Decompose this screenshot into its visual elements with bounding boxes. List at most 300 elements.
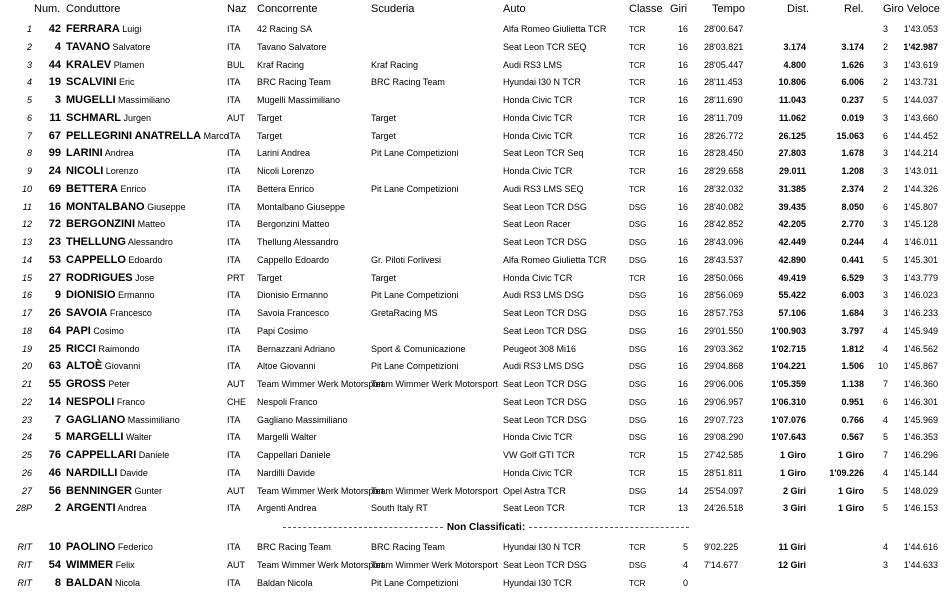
team-cell: Pit Lane Competizioni <box>371 290 459 301</box>
position-cell: 22 <box>21 396 32 407</box>
best-lap-number-cell: 2 <box>882 41 888 52</box>
driver-name-cell <box>66 110 222 127</box>
best-lap-number-cell: 6 <box>882 130 888 141</box>
relative-gap-cell: 1.678 <box>841 148 864 159</box>
car-cell: Seat Leon TCR DSG <box>503 237 587 247</box>
nationality-cell: ITA <box>227 166 241 176</box>
car-number-cell: 7 <box>54 413 61 426</box>
relative-gap-cell: 3.797 <box>841 325 864 336</box>
driver-last-name: WIMMER <box>66 559 114 571</box>
driver-name-cell <box>66 575 222 592</box>
header-class: Classe <box>629 3 663 15</box>
driver-first-name: Andrea <box>117 503 147 514</box>
class-cell: DSG <box>629 433 647 443</box>
gap-cell: 42.890 <box>778 254 806 265</box>
car-number-cell: 72 <box>48 218 61 231</box>
driver-name-cell <box>66 92 222 109</box>
class-cell: TCR <box>629 579 646 588</box>
team-cell: Gr. Piloti Forlivesi <box>371 254 442 265</box>
gap-cell: 2 Giri <box>782 485 806 496</box>
time-cell: 28'29.658 <box>704 166 744 176</box>
entrant-cell: Nardilli Davide <box>257 467 316 478</box>
laps-cell: 16 <box>677 41 688 52</box>
laps-cell: 16 <box>677 414 688 425</box>
position-cell: 12 <box>21 219 32 230</box>
driver-last-name: PELLEGRINI ANATRELLA <box>66 129 202 142</box>
nationality-cell: AUT <box>227 485 245 496</box>
class-cell: TCR <box>629 273 646 283</box>
team-cell: BRC Racing Team <box>371 542 445 552</box>
best-lap-time-cell: 1'48.029 <box>903 485 938 496</box>
laps-cell: 16 <box>677 308 688 318</box>
best-lap-number-cell: 5 <box>882 485 888 496</box>
car-cell: Seat Leon TCR DSG <box>503 379 587 389</box>
entrant-cell: Cappello Edoardo <box>257 254 330 265</box>
laps-cell: 16 <box>677 95 688 105</box>
car-number-cell: 5 <box>54 431 61 444</box>
driver-name-cell <box>66 74 222 91</box>
time-cell: 28'50.066 <box>704 272 744 283</box>
divider-label: Non Classificati: <box>446 522 526 533</box>
driver-last-name: RICCI <box>66 342 96 355</box>
driver-last-name: BENNINGER <box>66 484 133 497</box>
relative-gap-cell: 2.374 <box>841 183 864 194</box>
position-cell: 27 <box>21 485 32 496</box>
class-cell: TCR <box>629 468 646 478</box>
driver-last-name: NESPOLI <box>66 395 115 408</box>
driver-last-name: MARGELLI <box>66 431 124 444</box>
best-lap-time-cell: 1'46.301 <box>903 396 938 407</box>
entrant-cell: Target <box>257 130 283 141</box>
relative-gap-cell: 1 Giro <box>837 485 864 496</box>
driver-name-cell <box>66 483 222 500</box>
relative-gap-cell: 6.003 <box>841 290 864 301</box>
header-entrant: Concorrente <box>257 3 318 15</box>
relative-gap-cell: 0.019 <box>841 112 864 123</box>
gap-cell: 29.011 <box>778 166 806 176</box>
car-cell: Honda Civic TCR <box>503 272 573 283</box>
team-cell: Target <box>371 272 397 283</box>
driver-last-name: CAPPELLO <box>66 253 126 266</box>
table-row <box>0 110 951 127</box>
driver-last-name: ARGENTI <box>66 502 116 515</box>
gap-cell: 39.435 <box>778 201 806 212</box>
gap-cell: 12 Giri <box>777 560 806 570</box>
best-lap-time-cell: 1'45.301 <box>903 254 938 265</box>
best-lap-time-cell: 1'44.326 <box>903 183 938 194</box>
time-cell: 28'05.447 <box>704 59 744 70</box>
car-number-cell: 3 <box>54 94 61 106</box>
header-num: Num. <box>34 3 61 15</box>
class-cell: DSG <box>629 291 647 301</box>
best-lap-number-cell: 6 <box>882 201 888 212</box>
car-number-cell: 25 <box>48 342 61 355</box>
entrant-cell: Baldan Nicola <box>257 578 313 588</box>
header-time: Tempo <box>712 3 746 15</box>
nationality-cell: ITA <box>227 290 241 301</box>
table-row <box>0 447 951 464</box>
driver-name-cell <box>66 163 222 180</box>
driver-name-cell <box>66 305 222 322</box>
time-cell: 29'08.290 <box>704 432 744 443</box>
nationality-cell: ITA <box>227 361 241 372</box>
team-cell: Pit Lane Competizioni <box>371 183 459 194</box>
driver-first-name: Peter <box>108 379 130 389</box>
driver-name-cell <box>66 500 222 517</box>
position-cell: 11 <box>22 201 32 212</box>
driver-first-name: Luigi <box>122 24 142 34</box>
best-lap-number-cell: 3 <box>882 148 888 159</box>
entrant-cell: Mugelli Massimiliano <box>257 95 341 105</box>
nationality-cell: ITA <box>227 542 241 552</box>
relative-gap-cell: 1.138 <box>841 379 864 389</box>
best-lap-number-cell: 3 <box>882 59 888 70</box>
position-cell: 4 <box>26 77 32 88</box>
best-lap-time-cell: 1'46.011 <box>904 237 938 247</box>
best-lap-time-cell: 1'46.023 <box>903 290 938 301</box>
gap-cell: 11.043 <box>778 95 806 105</box>
team-cell: Pit Lane Competizioni <box>371 361 459 372</box>
relative-gap-cell: 0.766 <box>841 414 864 425</box>
laps-cell: 15 <box>677 450 688 460</box>
time-cell: 29'03.362 <box>704 343 744 354</box>
nationality-cell: ITA <box>227 467 241 478</box>
entrant-cell: Cappellari Daniele <box>257 450 331 460</box>
laps-cell: 16 <box>677 290 688 301</box>
relative-gap-cell: 1.812 <box>841 343 864 354</box>
relative-gap-cell: 6.006 <box>841 77 864 88</box>
nationality-cell: ITA <box>227 41 241 52</box>
car-number-cell: 19 <box>48 76 61 89</box>
nationality-cell: ITA <box>227 432 241 443</box>
position-cell: 17 <box>21 308 32 318</box>
best-lap-time-cell: 1'45.128 <box>903 219 938 230</box>
driver-first-name: Walter <box>125 432 152 443</box>
table-row <box>0 483 951 500</box>
time-cell: 28'11.453 <box>704 77 743 88</box>
position-cell: 10 <box>21 183 32 194</box>
driver-first-name: Gunter <box>134 485 163 496</box>
table-row <box>0 74 951 91</box>
gap-cell: 1'06.310 <box>771 396 806 407</box>
nationality-cell: CHE <box>227 396 247 407</box>
laps-cell: 4 <box>682 560 688 570</box>
car-number-cell: 14 <box>48 395 61 408</box>
entrant-cell: Margelli Walter <box>257 432 317 443</box>
entrant-cell: 42 Racing SA <box>257 24 313 34</box>
car-cell: Hyundai I30 TCR <box>503 578 572 588</box>
team-cell: Team Wimmer Werk Motorsport <box>371 379 498 389</box>
position-cell: 25 <box>21 450 32 460</box>
class-cell: DSG <box>629 561 647 570</box>
table-row <box>0 557 951 574</box>
class-cell: TCR <box>629 184 646 194</box>
time-cell: 28'11.709 <box>704 112 743 123</box>
entrant-cell: Montalbano Giuseppe <box>257 201 346 212</box>
gap-cell: 1 Giro <box>779 450 806 460</box>
position-cell: 26 <box>21 467 32 478</box>
car-cell: Seat Leon TCR SEQ <box>503 41 587 52</box>
table-row <box>0 21 951 38</box>
best-lap-time-cell: 1'43.660 <box>903 112 938 123</box>
gap-cell: 1'00.903 <box>771 325 806 336</box>
position-cell: 9 <box>26 166 32 176</box>
laps-cell: 16 <box>677 254 688 265</box>
car-number-cell: 44 <box>48 58 61 71</box>
entrant-cell: BRC Racing Team <box>257 77 331 88</box>
nationality-cell: ITA <box>227 343 241 354</box>
nationality-cell: ITA <box>227 95 241 105</box>
car-cell: Seat Leon TCR DSG <box>503 201 587 212</box>
driver-first-name: Salvatore <box>112 41 151 52</box>
laps-cell: 16 <box>677 237 688 247</box>
entrant-cell: Bergonzini Matteo <box>257 219 330 230</box>
car-cell: Audi RS3 LMS DSG <box>503 361 585 372</box>
position-cell: RIT <box>17 542 32 552</box>
best-lap-time-cell: 1'45.949 <box>903 325 938 336</box>
driver-first-name: Davide <box>119 467 148 478</box>
position-cell: 19 <box>21 343 32 354</box>
car-number-cell: 26 <box>48 307 61 319</box>
position-cell: 24 <box>21 432 32 443</box>
laps-cell: 16 <box>677 166 688 176</box>
position-cell: 21 <box>21 379 32 389</box>
car-cell: Seat Leon TCR DSG <box>503 560 587 570</box>
time-cell: 29'07.723 <box>704 414 744 425</box>
best-lap-time-cell: 1'46.562 <box>903 343 938 354</box>
position-cell: RIT <box>17 560 32 570</box>
header-car: Auto <box>503 3 526 15</box>
driver-last-name: SCALVINI <box>66 76 117 89</box>
entrant-cell: Bernazzani Adriano <box>257 343 336 354</box>
relative-gap-cell: 6.529 <box>841 272 864 283</box>
time-cell: 28'43.096 <box>704 237 744 247</box>
position-cell: 14 <box>21 254 32 265</box>
table-row <box>0 128 951 145</box>
laps-cell: 16 <box>677 325 688 336</box>
time-cell: 28'57.753 <box>704 308 744 318</box>
car-cell: Peugeot 308 Mi16 <box>503 343 577 354</box>
driver-last-name: THELLUNG <box>66 236 126 248</box>
laps-cell: 16 <box>677 201 688 212</box>
class-cell: DSG <box>629 362 647 372</box>
best-lap-number-cell: 7 <box>882 450 888 460</box>
position-cell: 16 <box>21 290 32 301</box>
laps-cell: 16 <box>677 112 688 123</box>
driver-first-name: Nicola <box>114 578 140 588</box>
table-row <box>0 465 951 482</box>
relative-gap-cell: 0.237 <box>841 95 864 105</box>
table-header <box>0 3 951 19</box>
header-laps: Giri <box>670 3 688 15</box>
relative-gap-cell: 0.567 <box>841 432 864 443</box>
table-row <box>0 199 951 216</box>
nationality-cell: ITA <box>227 578 241 588</box>
laps-cell: 16 <box>677 183 688 194</box>
class-cell: TCR <box>629 504 646 514</box>
car-number-cell: 67 <box>48 129 61 142</box>
laps-cell: 16 <box>677 272 688 283</box>
laps-cell: 16 <box>677 24 688 34</box>
car-number-cell: 63 <box>48 360 61 373</box>
best-lap-number-cell: 3 <box>882 112 888 123</box>
best-lap-number-cell: 7 <box>882 379 888 389</box>
driver-first-name: Daniele <box>138 450 170 460</box>
not-classified-divider <box>276 520 696 536</box>
class-cell: DSG <box>629 255 647 265</box>
best-lap-time-cell: 1'45.807 <box>903 201 938 212</box>
time-cell: 28'42.852 <box>704 219 744 230</box>
driver-first-name: Marco <box>203 130 229 141</box>
driver-first-name: Massimiliano <box>118 95 171 105</box>
position-cell: 28P <box>15 503 32 514</box>
driver-last-name: BERGONZINI <box>66 218 136 231</box>
car-cell: VW Golf GTI TCR <box>503 450 575 460</box>
nationality-cell: AUT <box>227 112 245 123</box>
driver-name-cell <box>66 252 222 269</box>
car-number-cell: 76 <box>48 449 61 461</box>
relative-gap-cell: 15.063 <box>836 130 864 141</box>
best-lap-number-cell: 4 <box>882 343 888 354</box>
driver-first-name: Jurgen <box>123 112 152 123</box>
driver-name-cell <box>66 394 222 411</box>
driver-last-name: BETTERA <box>66 182 118 195</box>
laps-cell: 16 <box>677 219 688 230</box>
position-cell: 8 <box>26 148 32 159</box>
best-lap-time-cell: 1'46.353 <box>903 432 938 443</box>
nationality-cell: AUT <box>227 379 245 389</box>
table-row <box>0 145 951 162</box>
gap-cell: 55.422 <box>778 290 806 301</box>
driver-name-cell <box>66 323 222 340</box>
time-cell: 28'11.690 <box>704 95 743 105</box>
time-cell: 28'43.537 <box>704 254 744 265</box>
best-lap-number-cell: 3 <box>882 290 888 301</box>
driver-name-cell <box>66 358 222 375</box>
relative-gap-cell: 1.626 <box>841 59 864 70</box>
gap-cell: 1'07.076 <box>771 414 806 425</box>
best-lap-time-cell: 1'46.233 <box>903 308 938 318</box>
team-cell: GretaRacing MS <box>371 308 438 318</box>
car-cell: Honda Civic TCR <box>503 112 573 123</box>
nationality-cell: ITA <box>227 219 241 230</box>
best-lap-time-cell: 1'44.037 <box>903 95 938 105</box>
car-cell: Seat Leon TCR DSG <box>503 414 587 425</box>
table-row <box>0 358 951 375</box>
gap-cell: 4.800 <box>783 59 806 70</box>
class-cell: DSG <box>629 220 647 230</box>
car-cell: Seat Leon TCR Seq <box>503 148 584 159</box>
driver-name-cell <box>66 429 222 446</box>
team-cell: Kraf Racing <box>371 59 419 70</box>
laps-cell: 16 <box>677 396 688 407</box>
driver-last-name: BALDAN <box>66 577 113 589</box>
car-cell: Seat Leon TCR DSG <box>503 396 587 407</box>
best-lap-number-cell: 3 <box>882 308 888 318</box>
entrant-cell: Argenti Andrea <box>257 503 317 514</box>
driver-first-name: Plamen <box>113 59 145 70</box>
entrant-cell: Nespoli Franco <box>257 396 318 407</box>
time-cell: 28'51.811 <box>704 467 743 478</box>
gap-cell: 42.449 <box>778 237 806 247</box>
table-row <box>0 216 951 233</box>
car-number-cell: 9 <box>54 289 61 302</box>
driver-last-name: KRALEV <box>66 58 112 71</box>
car-cell: Seat Leon TCR DSG <box>503 308 587 318</box>
driver-first-name: Giovanni <box>104 361 141 372</box>
gap-cell: 1 Giro <box>779 467 806 478</box>
driver-name-cell <box>66 341 222 358</box>
driver-name-cell <box>66 412 222 429</box>
driver-first-name: Massimiliano <box>127 414 180 425</box>
team-cell: South Italy RT <box>371 503 428 514</box>
driver-last-name: GROSS <box>66 378 106 390</box>
class-cell: TCR <box>629 96 646 105</box>
relative-gap-cell: 3.174 <box>841 41 864 52</box>
gap-cell: 49.419 <box>778 272 806 283</box>
driver-first-name: Andrea <box>104 148 134 159</box>
entrant-cell: Team Wimmer Werk Motorsport <box>257 560 384 570</box>
team-cell: Target <box>371 112 397 123</box>
entrant-cell: Bettera Enrico <box>257 183 315 194</box>
time-cell: 29'04.868 <box>704 361 744 372</box>
laps-cell: 16 <box>677 59 688 70</box>
class-cell: DSG <box>629 238 647 247</box>
driver-last-name: PAPI <box>66 324 91 337</box>
best-lap-number-cell: 3 <box>882 166 888 176</box>
entrant-cell: Target <box>257 112 283 123</box>
entrant-cell: Team Wimmer Werk Motorsport <box>257 485 384 496</box>
best-lap-number-cell: 3 <box>882 272 888 283</box>
best-lap-number-cell: 4 <box>882 467 888 478</box>
time-cell: 28'28.450 <box>704 148 744 159</box>
driver-first-name: Raimondo <box>98 343 140 354</box>
best-lap-time-cell: 1'45.144 <box>903 467 938 478</box>
gap-cell: 27.803 <box>778 148 806 159</box>
header-gap: Dist. <box>787 3 809 15</box>
driver-last-name: TAVANO <box>66 40 110 53</box>
team-cell: BRC Racing Team <box>371 77 445 88</box>
driver-first-name: Federico <box>117 542 153 552</box>
driver-name-cell <box>66 447 222 464</box>
team-cell: Team Wimmer Werk Motorsport <box>371 485 498 496</box>
table-row <box>0 323 951 340</box>
best-lap-time-cell: 1'43.011 <box>904 166 938 176</box>
gap-cell: 31.385 <box>778 183 806 194</box>
gap-cell: 1'07.643 <box>771 432 806 443</box>
car-number-cell: 55 <box>48 378 61 390</box>
table-row <box>0 376 951 393</box>
gap-cell: 26.125 <box>778 130 806 141</box>
car-number-cell: 10 <box>48 541 61 553</box>
table-row <box>0 429 951 446</box>
class-cell: TCR <box>629 25 646 34</box>
driver-first-name: Jose <box>135 272 155 283</box>
table-row <box>0 394 951 411</box>
driver-name-cell <box>66 270 222 287</box>
time-cell: 29'01.550 <box>704 325 744 336</box>
entrant-cell: Dionisio Ermanno <box>257 290 329 301</box>
best-lap-time-cell: 1'44.214 <box>903 148 938 159</box>
best-lap-number-cell: 5 <box>882 254 888 265</box>
position-cell: 20 <box>21 361 32 372</box>
driver-first-name: Francesco <box>109 308 152 318</box>
best-lap-number-cell: 3 <box>882 560 888 570</box>
driver-last-name: MONTALBANO <box>66 200 145 213</box>
relative-gap-cell: 1 Giro <box>837 450 864 460</box>
nationality-cell: BUL <box>227 59 245 70</box>
laps-cell: 16 <box>677 361 688 372</box>
